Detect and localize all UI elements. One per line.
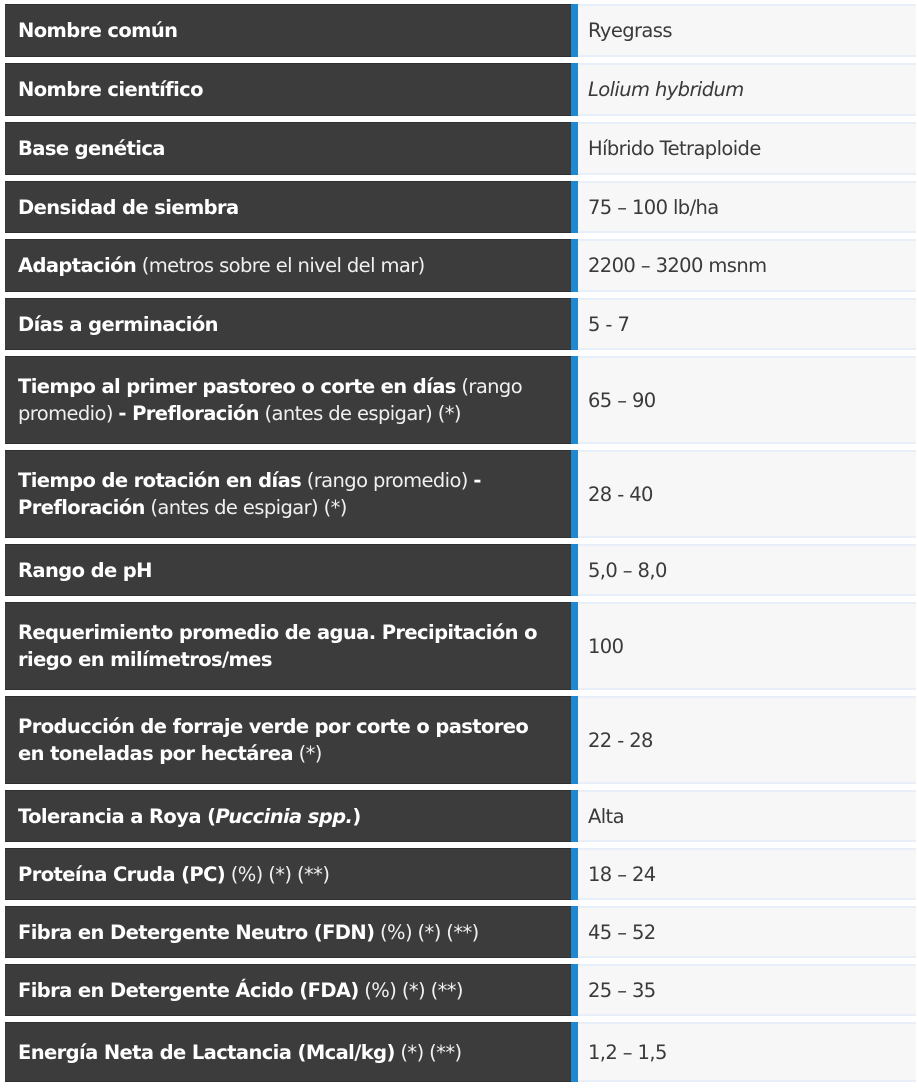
table-row-first-grazing-time: [5, 356, 916, 444]
label-bold: Adaptación: [18, 254, 137, 277]
row-value: 2200 – 3200 msnm: [578, 239, 916, 292]
accent-bar: [571, 1022, 578, 1082]
row-label: [5, 602, 571, 690]
table-row-germination-days: [5, 298, 916, 350]
row-label: [5, 181, 571, 233]
label-bold: Nombre común: [18, 19, 178, 42]
label-italic: Puccinia spp.: [215, 804, 353, 828]
label-bold-end: ): [352, 804, 361, 828]
row-value: 28 - 40: [578, 450, 916, 538]
label-bold: Nombre científico: [18, 78, 203, 101]
row-label: [5, 848, 571, 900]
table-row-forage-production: [5, 696, 916, 784]
row-value: Ryegrass: [578, 4, 916, 57]
label-bold: Días a germinación: [18, 312, 218, 336]
label-bold: Producción de forraje verde por corte o pastoreo en toneladas por hectárea: [18, 715, 529, 765]
row-label: [5, 356, 571, 444]
row-value: 1,2 – 1,5: [578, 1022, 916, 1082]
accent-bar: [571, 122, 578, 175]
label-regular: (%) (*) (**): [225, 862, 330, 886]
label-regular: (rango promedio): [18, 375, 523, 425]
row-value: 18 – 24: [578, 848, 916, 900]
accent-bar: [571, 63, 578, 116]
row-value: 5,0 – 8,0: [578, 544, 916, 596]
row-value: 22 - 28: [578, 696, 916, 784]
label-bold: Rango de pH: [18, 558, 152, 582]
table-row-adf: [5, 964, 916, 1016]
row-value: Alta: [578, 790, 916, 842]
row-label: [5, 1022, 571, 1082]
table-row-rotation-time: [5, 450, 916, 538]
label-regular: (%) (*) (**): [358, 978, 463, 1002]
label-regular: (*): [293, 742, 322, 765]
label-bold: Base genética: [18, 137, 165, 160]
row-value: 25 – 35: [578, 964, 916, 1016]
accent-bar: [571, 964, 578, 1016]
row-label: [5, 298, 571, 350]
row-value: 100: [578, 602, 916, 690]
accent-bar: [571, 544, 578, 596]
accent-bar: [571, 906, 578, 958]
label-bold: Fibra en Detergente Ácido (FDA): [18, 978, 359, 1002]
label-bold: Energía Neta de Lactancia (Mcal/kg): [18, 1040, 395, 1064]
row-label: [5, 696, 571, 784]
label-regular: (*) (**): [394, 1040, 462, 1064]
table-row-rust-tolerance: [5, 790, 916, 842]
table-row-water-requirement: [5, 602, 916, 690]
accent-bar: [571, 239, 578, 292]
accent-bar: [571, 696, 578, 784]
table-row-net-energy-lactation: [5, 1022, 916, 1082]
table-row-adaptation: [5, 239, 916, 292]
row-label: [5, 544, 571, 596]
specification-table: [5, 4, 916, 1088]
table-row-ph-range: [5, 544, 916, 596]
label-regular: (%) (*) (**): [374, 920, 479, 944]
accent-bar: [571, 790, 578, 842]
row-value: 45 – 52: [578, 906, 916, 958]
label-regular: (metros sobre el nivel del mar): [136, 254, 425, 277]
label-bold-2: - Prefloración: [118, 402, 259, 425]
accent-bar: [571, 298, 578, 350]
label-regular-2: (antes de espigar) (*): [144, 496, 347, 519]
accent-bar: [571, 848, 578, 900]
row-value: Lolium hybridum: [578, 63, 916, 116]
accent-bar: [571, 181, 578, 233]
label-regular-2: (antes de espigar) (*): [258, 402, 461, 425]
table-row-seeding-density: [5, 181, 916, 233]
label-regular: (rango promedio): [301, 469, 474, 492]
row-value: 65 – 90: [578, 356, 916, 444]
row-label: [5, 122, 571, 175]
label-bold: Proteína Cruda (PC): [18, 862, 226, 886]
table-row-common-name: [5, 4, 916, 57]
row-label: [5, 790, 571, 842]
row-label: [5, 964, 571, 1016]
row-value: Híbrido Tetraploide: [578, 122, 916, 175]
row-label: [5, 239, 571, 292]
label-bold-2: - Prefloración: [18, 469, 481, 519]
row-label: [5, 450, 571, 538]
label-bold: Fibra en Detergente Neutro (FDN): [18, 920, 375, 944]
label-bold: Tiempo de rotación en días: [18, 469, 302, 492]
table-row-ndf: [5, 906, 916, 958]
row-label: [5, 63, 571, 116]
table-row-crude-protein: [5, 848, 916, 900]
accent-bar: [571, 356, 578, 444]
row-value: 75 – 100 lb/ha: [578, 181, 916, 233]
label-bold: Tiempo al primer pastoreo o corte en días: [18, 375, 456, 398]
accent-bar: [571, 4, 578, 57]
row-label: [5, 906, 571, 958]
accent-bar: [571, 450, 578, 538]
label-bold: Requerimiento promedio de agua. Precipitación o riego en milímetros/mes: [18, 621, 537, 671]
table-row-scientific-name: [5, 63, 916, 116]
table-row-genetic-base: [5, 122, 916, 175]
row-value: 5 - 7: [578, 298, 916, 350]
row-label: [5, 4, 571, 57]
label-bold: Tolerancia a Roya (: [18, 804, 216, 828]
label-bold: Densidad de siembra: [18, 195, 239, 219]
accent-bar: [571, 602, 578, 690]
